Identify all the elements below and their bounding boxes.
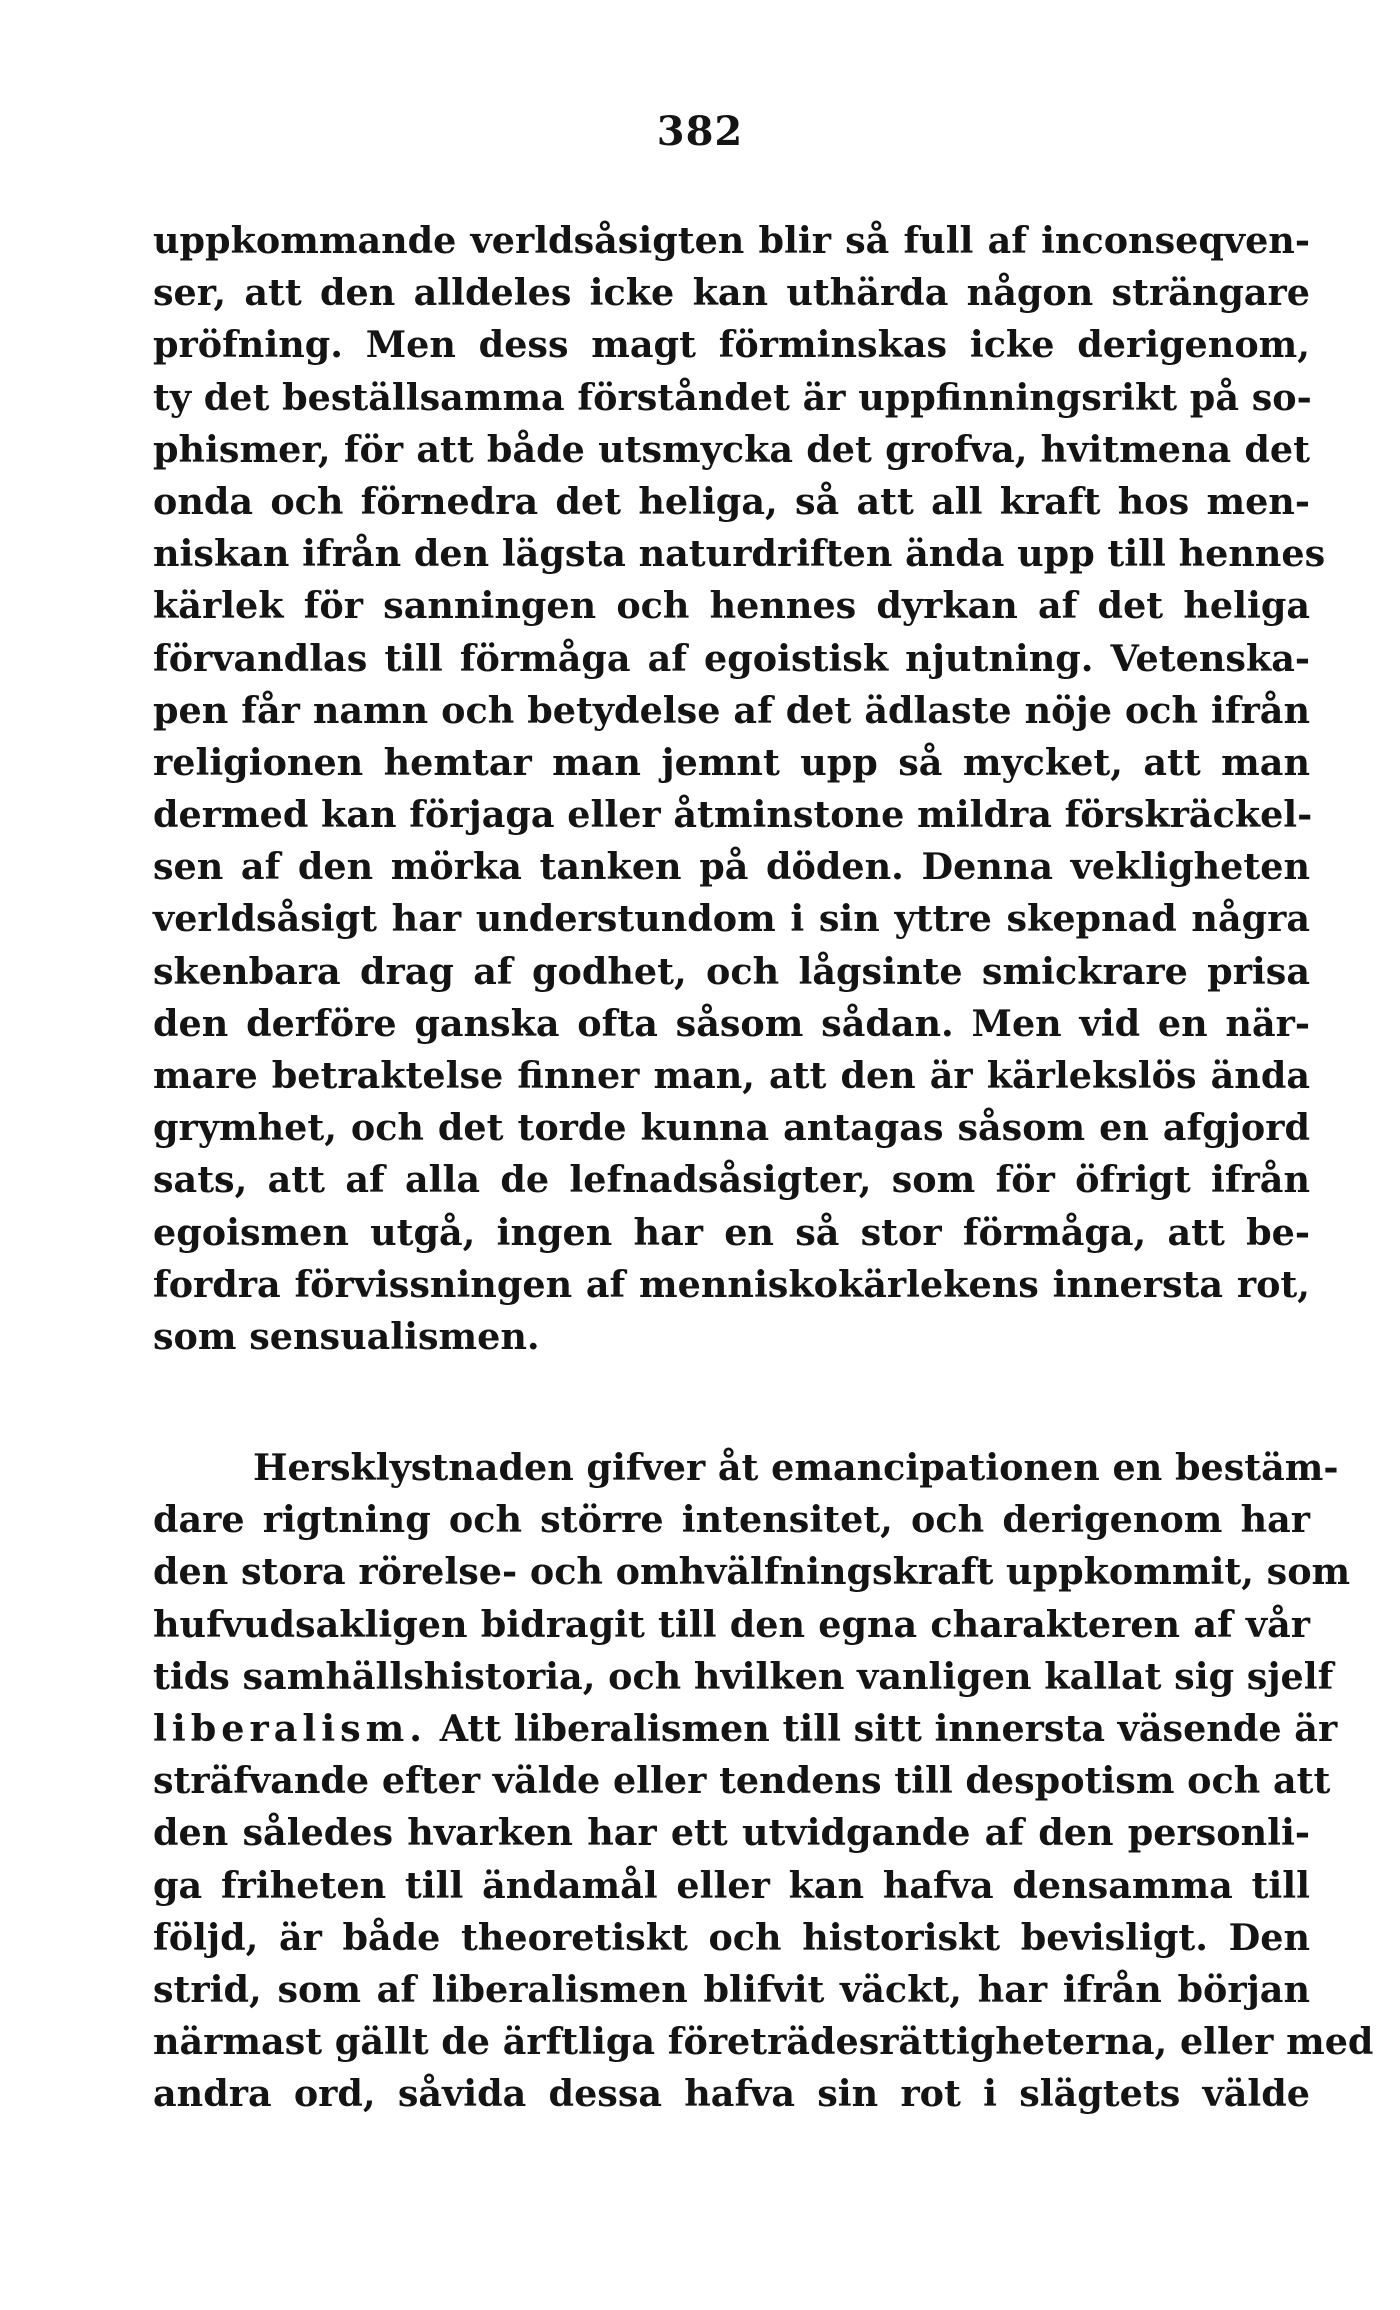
text-line: ser, att den alldeles icke kan uthärda någon strängare xyxy=(153,271,1310,315)
text-line: dermed kan förjaga eller åtminstone mildra förskräckel- xyxy=(153,793,1313,837)
text-line: förvandlas till förmåga af egoistisk njutning. Vetenska- xyxy=(153,636,1310,680)
text-line: ty det beställsamma förståndet är uppfinningsrikt på so- xyxy=(153,375,1312,419)
text-line: följd, är både theoretiskt och historiskt bevisligt. Den xyxy=(153,1915,1310,1959)
text-line: strid, som af liberalismen blifvit väckt, har ifrån början xyxy=(153,1967,1310,2011)
text-line: mare betraktelse finner man, att den är kärlekslös ända xyxy=(153,1054,1310,1097)
text-line: pröfning. Men dess magt förminskas icke derigenom, xyxy=(153,323,1310,367)
text-line: den således hvarken har ett utvidgande af den personli- xyxy=(153,1811,1310,1855)
paragraph-1 xyxy=(153,215,1326,1363)
text-line: skenbara drag af godhet, och lågsinte smickrare prisa xyxy=(153,949,1310,993)
text-line: uppkommande verldsåsigten blir så full af inconseqven- xyxy=(153,219,1310,262)
text-line: sen af den mörka tanken på döden. Denna vekligheten xyxy=(153,845,1310,889)
text-line: som sensualismen. xyxy=(153,1314,540,1358)
text-line: närmast gällt de ärftliga företrädesrättigheterna, eller med xyxy=(153,2020,1374,2064)
paragraph-2 xyxy=(153,1442,1374,2120)
text-line: fordra förvissningen af menniskokärlekens innersta rot, xyxy=(153,1262,1310,1306)
text-line: dare rigtning och större intensitet, och derigenom har xyxy=(153,1498,1310,1542)
spaced-word-liberalism: liberalism. xyxy=(153,1706,427,1750)
text-line: sats, att af alla de lefnadsåsigter, som för öfrigt ifrån xyxy=(153,1158,1310,1202)
text-line: religionen hemtar man jemnt upp så mycket, att man xyxy=(153,740,1310,784)
text-line: hufvudsakligen bidragit till den egna charakteren af vår xyxy=(153,1602,1310,1646)
text-line: den stora rörelse- och omhvälfningskraft uppkommit, som xyxy=(153,1550,1351,1594)
text-line: ga friheten till ändamål eller kan hafva densamma till xyxy=(153,1863,1310,1907)
text-line: tids samhällshistoria, och hvilken vanligen kallat sig sjelf xyxy=(153,1654,1334,1698)
text-line: andra ord, såvida dessa hafva sin rot i slägtets välde xyxy=(153,2072,1310,2116)
text-line: verldsåsigt har understundom i sin yttre skepnad några xyxy=(153,897,1310,941)
text-line: onda och förnedra det heliga, så att all kraft hos men- xyxy=(153,479,1310,523)
text-line: egoismen utgå, ingen har en så stor förmåga, att be- xyxy=(153,1210,1310,1254)
text-line-with-spaced-word xyxy=(153,1703,1338,1755)
text-line: sträfvande efter välde eller tendens till despotism och att xyxy=(153,1759,1331,1803)
text-fragment: Att liberalismen till sitt innersta väsende är xyxy=(439,1706,1338,1750)
text-line: grymhet, och det torde kunna antagas såsom en afgjord xyxy=(153,1106,1310,1150)
text-line: Hersklystnaden gifver åt emancipationen en bestäm- xyxy=(253,1446,1339,1489)
page-number: 382 xyxy=(656,108,744,155)
text-line: den derföre ganska ofta såsom sådan. Men vid en när- xyxy=(153,1001,1310,1045)
text-line: pen får namn och betydelse af det ädlaste nöje och ifrån xyxy=(153,688,1310,732)
text-line: niskan ifrån den lägsta naturdriften ända upp till hennes xyxy=(153,532,1326,576)
text-line: phismer, för att både utsmycka det grofva, hvitmena det xyxy=(153,427,1310,471)
text-line: kärlek för sanningen och hennes dyrkan af det heliga xyxy=(153,584,1310,628)
